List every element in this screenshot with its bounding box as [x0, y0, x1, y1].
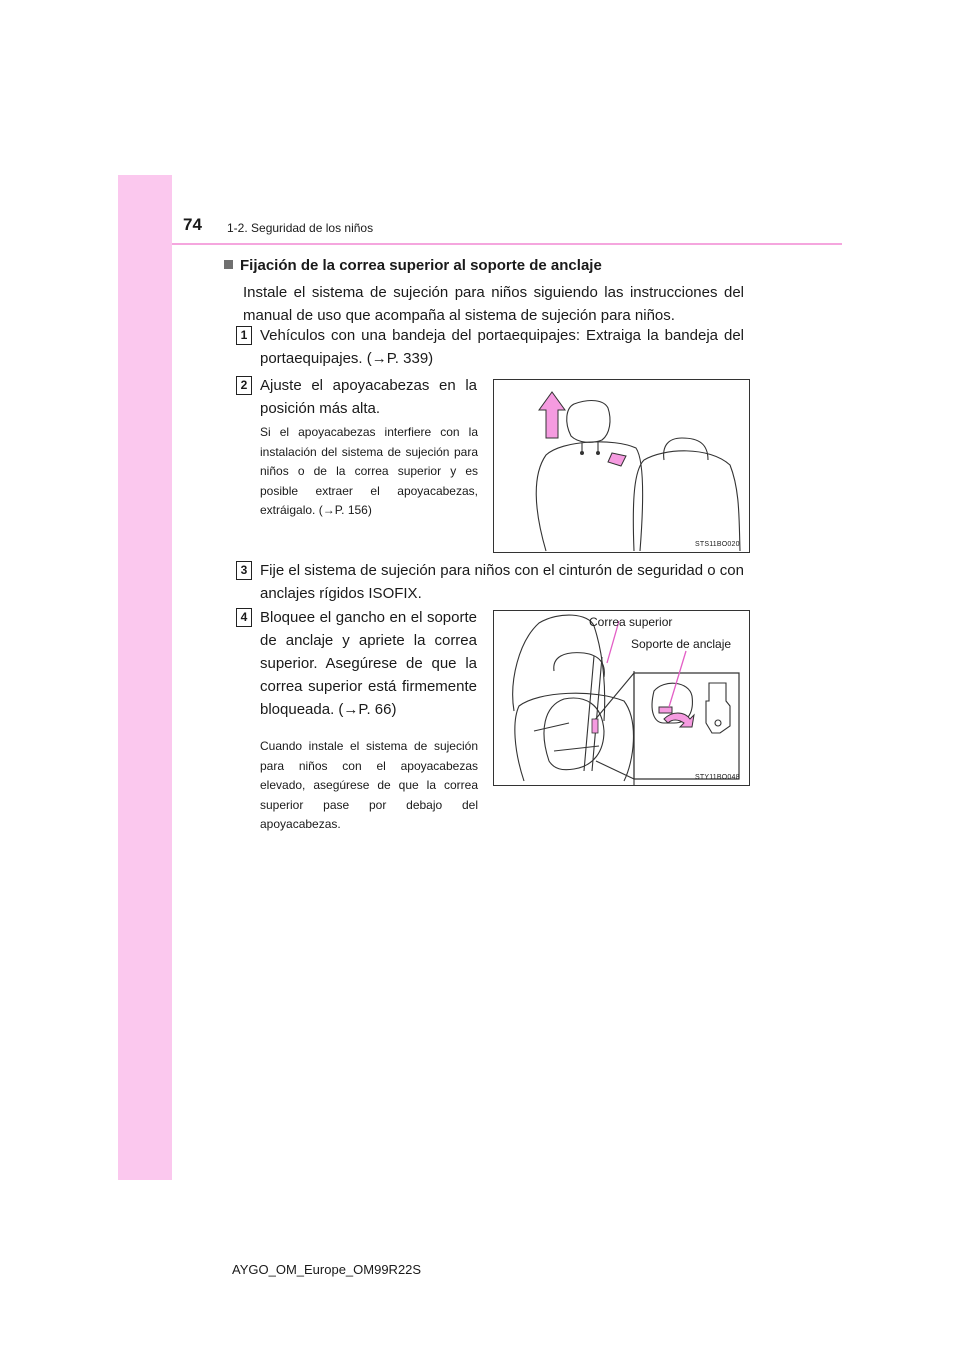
step-number-2: 2 [236, 376, 252, 395]
pink-side-tab [118, 175, 172, 1180]
step-4-note: Cuando instale el sistema de sujeción para niños con el apoyacabezas elevado, asegúrese de que la correa superior pase por debajo del apoyacabezas. [260, 739, 478, 831]
step-2-note: Si el apoyacabezas interfiere con la instalación del sistema de sujeción para niños o de la correa superior y es posible extraer el apoyacabezas, extráigalo. (→P. 156) [260, 425, 478, 517]
figure-code: STS11BO020 [695, 541, 740, 548]
figure-code: STY11BO048 [695, 774, 740, 781]
step-number-4: 4 [236, 608, 252, 627]
anchor-figure [493, 610, 750, 786]
header-rule [172, 243, 842, 245]
anchor-bracket-label: Soporte de anclaje [631, 637, 732, 651]
section-title: 1-2. Seguridad de los niños [227, 221, 374, 235]
intro-paragraph: Instale el sistema de sujeción para niños siguiendo las instrucciones del manual de uso que acompaña al sistema de sujeción para niños. [243, 284, 744, 324]
headrest-figure [493, 379, 750, 553]
step-number-3: 3 [236, 561, 252, 580]
step-4-text: Bloquee el gancho en el soporte de anclaje y apriete la correa superior. Asegúrese de que la correa superior está firmemente bloqueada. (→P. 66) [260, 609, 477, 718]
step-3-text: Fije el sistema de sujeción para niños con el cinturón de seguridad o con anclajes rígidos ISOFIX. [260, 562, 744, 602]
headrest-illustration [494, 380, 749, 552]
page-number: 74 [183, 215, 202, 234]
step-2-text: Ajuste el apoyacabezas en la posición más alta. [260, 377, 477, 417]
step-number-1: 1 [236, 326, 252, 345]
step-1-text: Vehículos con una bandeja del portaequipajes: Extraiga la bandeja del portaequipajes. (→P. 339) [260, 327, 744, 367]
heading-text: Fijación de la correa superior al soporte de anclaje [240, 257, 602, 274]
subsection-heading [224, 257, 602, 274]
document-footer: AYGO_OM_Europe_OM99R22S [232, 1262, 422, 1277]
square-bullet-icon [224, 260, 233, 269]
top-strap-label: Correa superior [589, 615, 673, 629]
